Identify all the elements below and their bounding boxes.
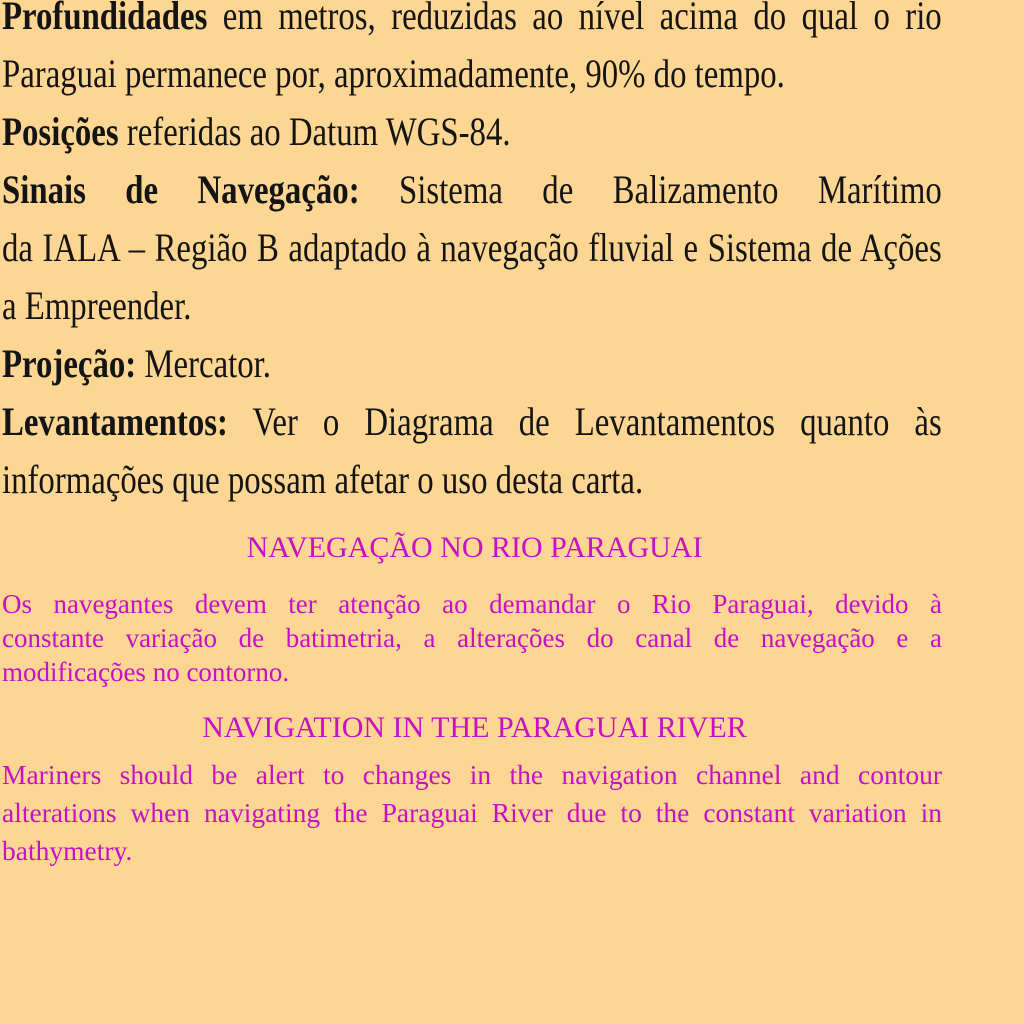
warning-line: alterations when navigating the Paraguai River due to the constant variation in: [2, 797, 942, 828]
note-line-sinais: [2, 161, 942, 219]
note-label-bold: Posições: [2, 109, 119, 154]
warning-line: Os navegantes devem ter atenção ao demandar o Rio Paraguai, devido à: [2, 589, 942, 619]
warning-heading-pt: NAVEGAÇÃO NO RIO PARAGUAI: [246, 531, 703, 564]
note-text: referidas ao Datum WGS-84.: [118, 109, 511, 154]
note-text: informações que possam afetar o uso desta carta.: [2, 457, 644, 502]
warning-line: modificações no contorno.: [2, 657, 290, 687]
note-line-profundidades: [2, 0, 942, 45]
warning-paragraph-en: [2, 756, 942, 870]
note-label-bold: Sinais de Navegação:: [2, 167, 360, 212]
chart-notes-section: [2, 0, 1024, 509]
note-label-bold: Profundidades: [2, 0, 208, 38]
note-line: [2, 45, 942, 103]
note-text: a Empreender.: [2, 283, 192, 328]
note-line-posicoes: [2, 103, 942, 161]
note-text: da IALA – Região B adaptado à navegação fluvial e Sistema de Ações: [2, 225, 942, 270]
note-line: [2, 277, 942, 335]
note-text: Ver o Diagrama de Levantamentos quanto às: [227, 399, 942, 444]
warning-paragraph-pt: [2, 587, 942, 689]
note-line-levantamentos: [2, 393, 942, 451]
note-text: Mercator.: [136, 341, 271, 386]
note-line: [2, 451, 942, 509]
warning-heading-en: NAVIGATION IN THE PARAGUAI RIVER: [202, 711, 747, 744]
note-line-projecao: [2, 335, 942, 393]
warning-line: bathymetry.: [2, 835, 133, 866]
warning-line: constante variação de batimetria, a alterações do canal de navegação e a: [2, 623, 942, 653]
note-label-bold: Projeção:: [2, 341, 137, 386]
note-text: Sistema de Balizamento Marítimo: [359, 167, 942, 212]
note-text: Paraguai permanece por, aproximadamente, 90% do tempo.: [2, 51, 785, 96]
note-line: [2, 219, 942, 277]
warning-line: Mariners should be alert to changes in the navigation channel and contour: [2, 759, 942, 790]
note-text: em metros, reduzidas ao nível acima do qual o rio: [207, 0, 942, 38]
note-label-bold: Levantamentos:: [2, 399, 228, 444]
